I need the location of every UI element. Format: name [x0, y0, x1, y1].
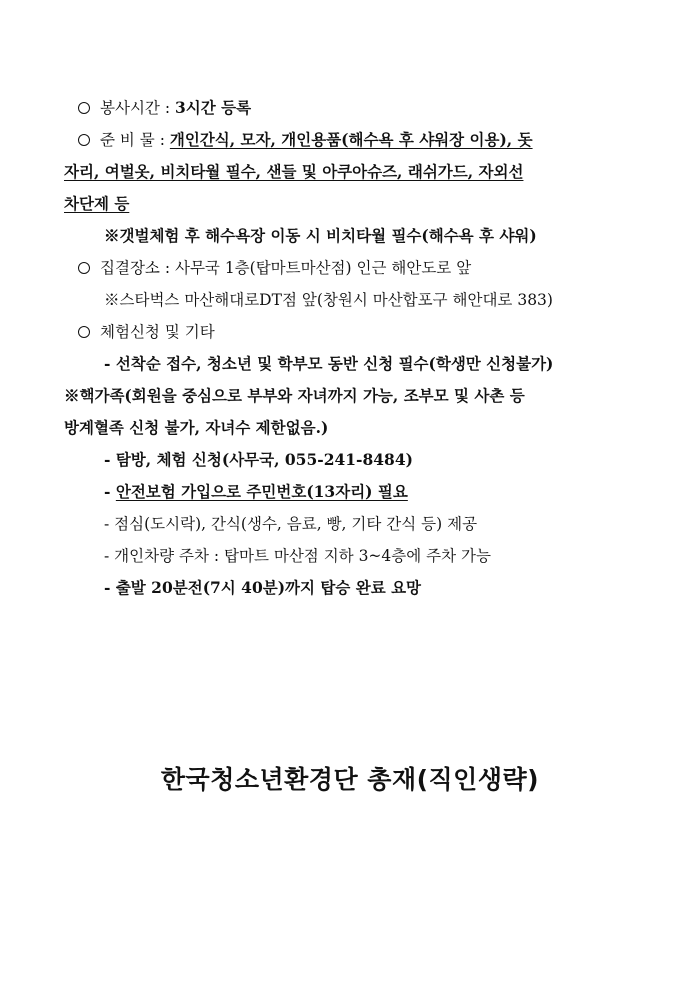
circle-bullet-icon — [78, 134, 90, 146]
apply-note-line-1 — [64, 380, 636, 412]
apply-item-3: 안전보험 가입으로 주민번호(13자리) 필요 — [115, 482, 408, 501]
meeting-place-line — [64, 252, 636, 284]
apply-item-6-line — [64, 572, 636, 604]
organization-signature-title: 한국청소년환경단 총재(직인생략) — [160, 765, 540, 794]
circle-bullet-icon — [78, 326, 90, 338]
apply-item-5: - 개인차량 주차 : 탑마트 마산점 지하 3~4층에 주차 가능 — [104, 547, 491, 565]
volunteer-hours-line — [64, 92, 636, 124]
supplies-line-3 — [64, 188, 636, 220]
apply-item-2-line — [64, 444, 636, 476]
apply-item-5-line — [64, 540, 636, 572]
supplies-label: 준 비 물 : — [100, 131, 170, 149]
apply-item-3-dash: - — [104, 482, 116, 501]
apply-item-2: - 탐방, 체험 신청(사무국, 055-241-8484) — [104, 450, 413, 469]
supplies-note: ※갯벌체험 후 해수욕장 이동 시 비치타월 필수(해수욕 후 샤워) — [104, 226, 537, 245]
meeting-place-note-line — [64, 284, 636, 316]
supplies-text-1: 개인간식, 모자, 개인용품(해수욕 후 샤워장 이용), 돗 — [169, 130, 533, 149]
volunteer-hours-label: 봉사시간 : — [100, 99, 175, 117]
supplies-note-line — [64, 220, 636, 252]
apply-item-1-line — [64, 348, 636, 380]
supplies-line-2 — [64, 156, 636, 188]
document-body — [64, 92, 636, 604]
apply-item-4-line — [64, 508, 636, 540]
circle-bullet-icon — [78, 262, 90, 274]
apply-note-1: ※핵가족(회원을 중심으로 부부와 자녀까지 가능, 조부모 및 사촌 등 — [64, 386, 525, 405]
supplies-line-1 — [64, 124, 636, 156]
circle-bullet-icon — [78, 102, 90, 114]
apply-item-1: - 선착순 접수, 청소년 및 학부모 동반 신청 필수(학생만 신청불가) — [104, 354, 554, 373]
apply-note-2: 방계혈족 신청 불가, 자녀수 제한없음.) — [64, 418, 329, 437]
apply-item-6: - 출발 20분전(7시 40분)까지 탑승 완료 요망 — [104, 578, 422, 597]
apply-note-line-2 — [64, 412, 636, 444]
volunteer-hours-value: 3시간 등록 — [174, 98, 252, 117]
apply-heading-line — [64, 316, 636, 348]
apply-heading: 체험신청 및 기타 — [100, 323, 215, 341]
apply-item-4: - 점심(도시락), 간식(생수, 음료, 빵, 기타 간식 등) 제공 — [104, 515, 478, 533]
supplies-text-3: 차단제 등 — [64, 194, 130, 213]
meeting-place-note: ※스타벅스 마산해대로DT점 앞(창원시 마산합포구 해안대로 383) — [104, 291, 553, 309]
meeting-place-text: 집결장소 : 사무국 1층(탑마트마산점) 인근 해안도로 앞 — [100, 259, 472, 277]
apply-item-3-line — [64, 476, 636, 508]
supplies-text-2: 자리, 여벌옷, 비치타월 필수, 샌들 및 아쿠아슈즈, 래쉬가드, 자외선 — [64, 162, 524, 181]
